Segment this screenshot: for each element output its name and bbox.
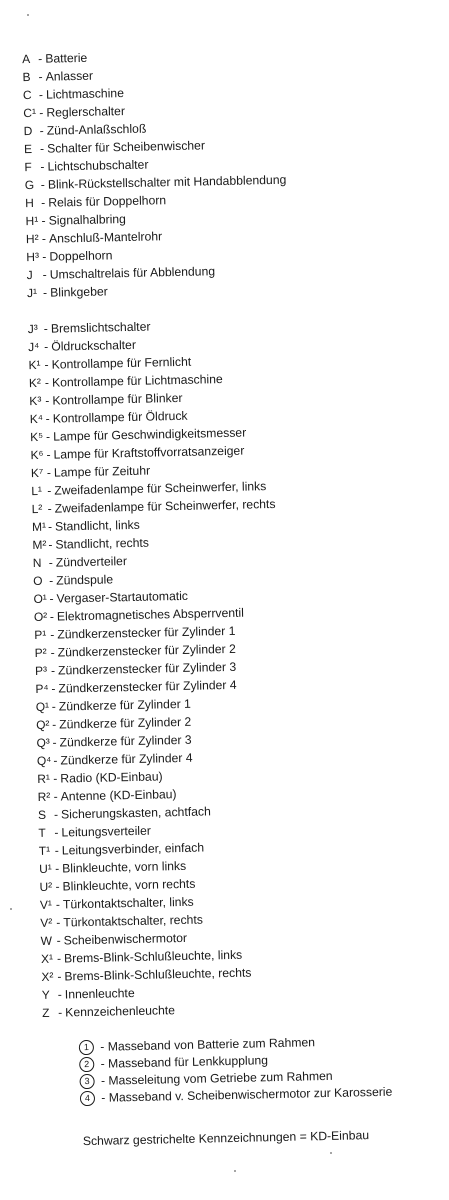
ground-strap-label: Masseband für Lenkkupplung <box>107 1053 269 1071</box>
legend-dash: - <box>52 735 57 750</box>
legend-label: Zündkerzenstecker für Zylinder 1 <box>57 623 236 642</box>
scan-speck <box>330 1152 332 1154</box>
legend-label: Anlasser <box>45 68 94 84</box>
legend-code: K² <box>28 375 42 391</box>
legend-label: Öldruckschalter <box>51 337 137 354</box>
legend-dash: - <box>45 429 51 444</box>
legend-code: Z <box>42 1005 50 1020</box>
legend-code: M¹ <box>31 519 47 535</box>
legend-label: Zündkerze für Zylinder 1 <box>58 696 192 714</box>
legend-dash: - <box>53 789 58 804</box>
legend-code: J⁴ <box>28 339 40 355</box>
legend-code: P³ <box>34 663 48 679</box>
legend-label: Blink-Rückstellschalter mit Handabblendung <box>47 172 287 192</box>
legend-label: Signalhalbring <box>48 212 127 228</box>
legend-dash: - <box>40 159 45 174</box>
legend-dash: - <box>44 375 50 390</box>
legend-dash: - <box>40 177 46 192</box>
legend-dash: - <box>51 717 57 732</box>
legend-label: Blinkgeber <box>50 284 108 300</box>
legend-dash: - <box>42 249 47 264</box>
legend-code: O <box>32 573 43 589</box>
legend-dash: - <box>58 1005 63 1020</box>
legend-label: Brems-Blink-Schlußleuchte, rechts <box>64 965 252 984</box>
legend-label: Zweifadenlampe für Scheinwerfer, rechts <box>54 496 276 516</box>
legend-code: V² <box>40 915 53 930</box>
legend-dash: - <box>44 339 49 354</box>
legend-label: Zweifadenlampe für Scheinwerfer, links <box>54 479 267 498</box>
legend-code: N <box>32 555 42 571</box>
legend-code: S <box>37 807 47 822</box>
legend-dash: - <box>53 753 58 768</box>
ground-strap-dash: - <box>96 1039 108 1054</box>
legend-label: Standlicht, rechts <box>55 535 150 552</box>
legend-dash: - <box>42 267 47 282</box>
legend-code: K⁷ <box>30 465 44 481</box>
component-legend <box>22 45 304 1022</box>
legend-code: K¹ <box>28 357 41 373</box>
legend-dash: - <box>45 393 50 408</box>
legend-label: Relais für Doppelhorn <box>48 193 167 210</box>
circled-number-icon: 4 <box>80 1091 95 1106</box>
legend-label: Reglerschalter <box>46 104 126 120</box>
scan-speck <box>234 1170 236 1172</box>
legend-dash: - <box>39 141 45 156</box>
legend-label: Elektromagnetisches Absperrventil <box>56 605 245 624</box>
legend-code: C¹ <box>23 105 37 121</box>
legend-code: R¹ <box>37 771 51 787</box>
legend-dash: - <box>46 447 51 462</box>
legend-label: Türkontaktschalter, rechts <box>63 912 204 930</box>
legend-code: W <box>40 933 53 948</box>
legend-label: Lampe für Geschwindigkeitsmesser <box>53 425 247 444</box>
legend-code: J¹ <box>26 285 38 301</box>
legend-label: Batterie <box>45 50 88 66</box>
legend-code: H² <box>25 231 39 247</box>
legend-code: X¹ <box>40 951 54 966</box>
legend-dash: - <box>55 879 60 894</box>
legend-dash: - <box>55 897 61 912</box>
legend-code: X² <box>41 969 54 984</box>
legend-code: P² <box>34 645 47 661</box>
ground-strap-label: Masseband v. Scheibenwischermotor zur Karosserie <box>108 1084 393 1105</box>
legend-dash: - <box>55 861 60 876</box>
legend-label: Lampe für Kraftstoffvorratsanzeiger <box>53 443 245 462</box>
legend-label: Leitungsverteiler <box>61 823 152 840</box>
legend-label: Kontrollampe für Öldruck <box>52 408 188 426</box>
legend-code: K³ <box>29 393 42 409</box>
legend-label: Blinkleuchte, vorn links <box>62 858 187 876</box>
legend-dash: - <box>50 627 55 642</box>
legend-label: Vergaser-Startautomatic <box>56 588 189 606</box>
legend-label: Radio (KD-Einbau) <box>60 769 163 786</box>
legend-label: Lichtmaschine <box>45 86 125 102</box>
ground-strap-dash: - <box>97 1056 109 1071</box>
legend-label: Standlicht, links <box>54 517 140 534</box>
legend-code: Q⁴ <box>36 753 52 769</box>
legend-label: Brems-Blink-Schlußleuchte, links <box>63 947 243 966</box>
ground-strap-dash: - <box>97 1090 109 1105</box>
circled-number-icon: 1 <box>79 1040 94 1055</box>
legend-code: D <box>23 123 33 139</box>
legend-label: Zündkerze für Zylinder 4 <box>60 750 193 768</box>
legend-code: O² <box>33 609 48 625</box>
legend-dash: - <box>50 663 56 678</box>
ground-strap-label: Masseleitung vom Getriebe zum Rahmen <box>108 1068 333 1088</box>
legend-label: Blinkleuchte, vorn rechts <box>62 876 196 894</box>
legend-label: Bremslichtschalter <box>50 319 151 336</box>
legend-code: M² <box>32 537 47 553</box>
legend-dash: - <box>39 105 44 120</box>
legend-dash: - <box>50 645 55 660</box>
legend-dash: - <box>56 951 62 966</box>
legend-label: Zündspule <box>56 572 114 588</box>
legend-label: Kontrollampe für Lichtmaschine <box>51 372 223 390</box>
legend-code: E <box>23 141 33 157</box>
legend-dash: - <box>47 501 52 516</box>
legend-label: Zündkerze für Zylinder 2 <box>59 714 192 732</box>
legend-code: Q³ <box>36 735 51 751</box>
legend-label: Schalter für Scheibenwischer <box>46 138 206 156</box>
legend-label: Kontrollampe für Blinker <box>52 390 183 408</box>
legend-code: K⁶ <box>30 447 44 463</box>
legend-label: Doppelhorn <box>49 248 113 264</box>
legend-dash: - <box>38 87 44 102</box>
legend-dash: - <box>42 285 48 300</box>
legend-code: Q² <box>35 717 50 733</box>
circled-number-icon: 3 <box>79 1074 94 1089</box>
legend-code: A <box>22 51 31 67</box>
legend-code: B <box>22 69 31 85</box>
legend-code: L¹ <box>31 483 43 499</box>
legend-code: H <box>25 195 35 211</box>
legend-dash: - <box>53 771 58 786</box>
legend-label: Türkontaktschalter, links <box>62 894 194 912</box>
ground-strap-label: Masseband von Batterie zum Rahmen <box>107 1035 316 1054</box>
legend-label: Scheibenwischermotor <box>63 930 188 948</box>
legend-code: F <box>24 159 32 175</box>
legend-dash: - <box>41 213 46 228</box>
legend-code: K⁵ <box>29 429 44 445</box>
legend-code: P⁴ <box>35 681 49 697</box>
legend-code: H³ <box>26 249 40 265</box>
legend-code: T¹ <box>38 843 51 858</box>
legend-dash: - <box>51 699 56 714</box>
legend-label: Zündkerze für Zylinder 3 <box>59 732 192 750</box>
legend-dash: - <box>45 411 50 426</box>
legend-code: K⁴ <box>29 411 44 427</box>
legend-label: Sicherungskasten, achtfach <box>60 804 211 822</box>
legend-code: T <box>38 825 46 840</box>
legend-dash: - <box>56 915 61 930</box>
legend-dash: - <box>41 231 47 246</box>
legend-label: Kontrollampe für Fernlicht <box>51 354 192 372</box>
legend-code: O¹ <box>33 591 47 607</box>
legend-code: Q¹ <box>35 699 50 715</box>
legend-label: Antenne (KD-Einbau) <box>60 787 177 804</box>
legend-code: U¹ <box>39 861 52 876</box>
legend-label: Zündverteiler <box>55 554 128 570</box>
legend-dash: - <box>57 969 62 984</box>
legend-label: Anschluß-Mantelrohr <box>48 229 163 246</box>
legend-dash: - <box>38 69 43 84</box>
legend-code: R² <box>37 789 51 805</box>
legend-code: V¹ <box>39 897 53 912</box>
legend-label: Zünd-Anlaßschloß <box>46 121 147 138</box>
legend-code: L² <box>31 501 43 517</box>
scan-speck <box>10 908 12 910</box>
legend-dash: - <box>46 465 52 480</box>
legend-code: U² <box>39 879 53 894</box>
legend-dash: - <box>56 933 61 948</box>
ground-strap-legend <box>79 1033 393 1108</box>
legend-label: Umschaltrelais für Abblendung <box>49 264 216 282</box>
legend-code: H¹ <box>25 213 39 229</box>
legend-dash: - <box>54 825 59 840</box>
legend-dash: - <box>49 591 54 606</box>
kd-note: Schwarz gestrichelte Kennzeichnungen = KD-Einbau <box>82 1128 370 1149</box>
legend-label: Zündkerzenstecker für Zylinder 2 <box>57 641 236 660</box>
circled-number-icon: 2 <box>79 1057 94 1072</box>
legend-label: Zündkerzenstecker für Zylinder 4 <box>58 677 237 696</box>
legend-dash: - <box>43 321 49 336</box>
legend-code: J³ <box>27 321 38 337</box>
legend-label: Lichtschubschalter <box>47 157 149 174</box>
legend-dash: - <box>48 537 53 552</box>
legend-dash: - <box>47 519 53 534</box>
legend-dash: - <box>49 609 55 624</box>
legend-dash: - <box>48 555 53 570</box>
legend-dash: - <box>47 483 52 498</box>
legend-dash: - <box>39 123 44 138</box>
legend-dash: - <box>57 987 62 1002</box>
legend-label: Innenleuchte <box>64 986 135 1002</box>
legend-label: Zündkerzenstecker für Zylinder 3 <box>57 659 237 678</box>
legend-label: Leitungsverbinder, einfach <box>61 840 205 858</box>
ground-strap-dash: - <box>97 1073 109 1088</box>
legend-code: Y <box>41 987 50 1002</box>
legend-code: J <box>26 267 33 283</box>
legend-dash: - <box>44 357 49 372</box>
legend-code: G <box>24 177 35 193</box>
legend-label: Lampe für Zeituhr <box>53 463 151 480</box>
legend-dash: - <box>53 807 59 822</box>
legend-code: P¹ <box>34 627 47 643</box>
legend-dash: - <box>41 195 46 210</box>
scan-speck <box>27 14 29 16</box>
legend-dash: - <box>48 573 54 588</box>
legend-label: Kennzeichenleuchte <box>65 1003 176 1020</box>
legend-dash: - <box>54 843 59 858</box>
legend-code: C <box>22 87 32 103</box>
legend-dash: - <box>51 681 56 696</box>
legend-dash: - <box>38 51 43 66</box>
